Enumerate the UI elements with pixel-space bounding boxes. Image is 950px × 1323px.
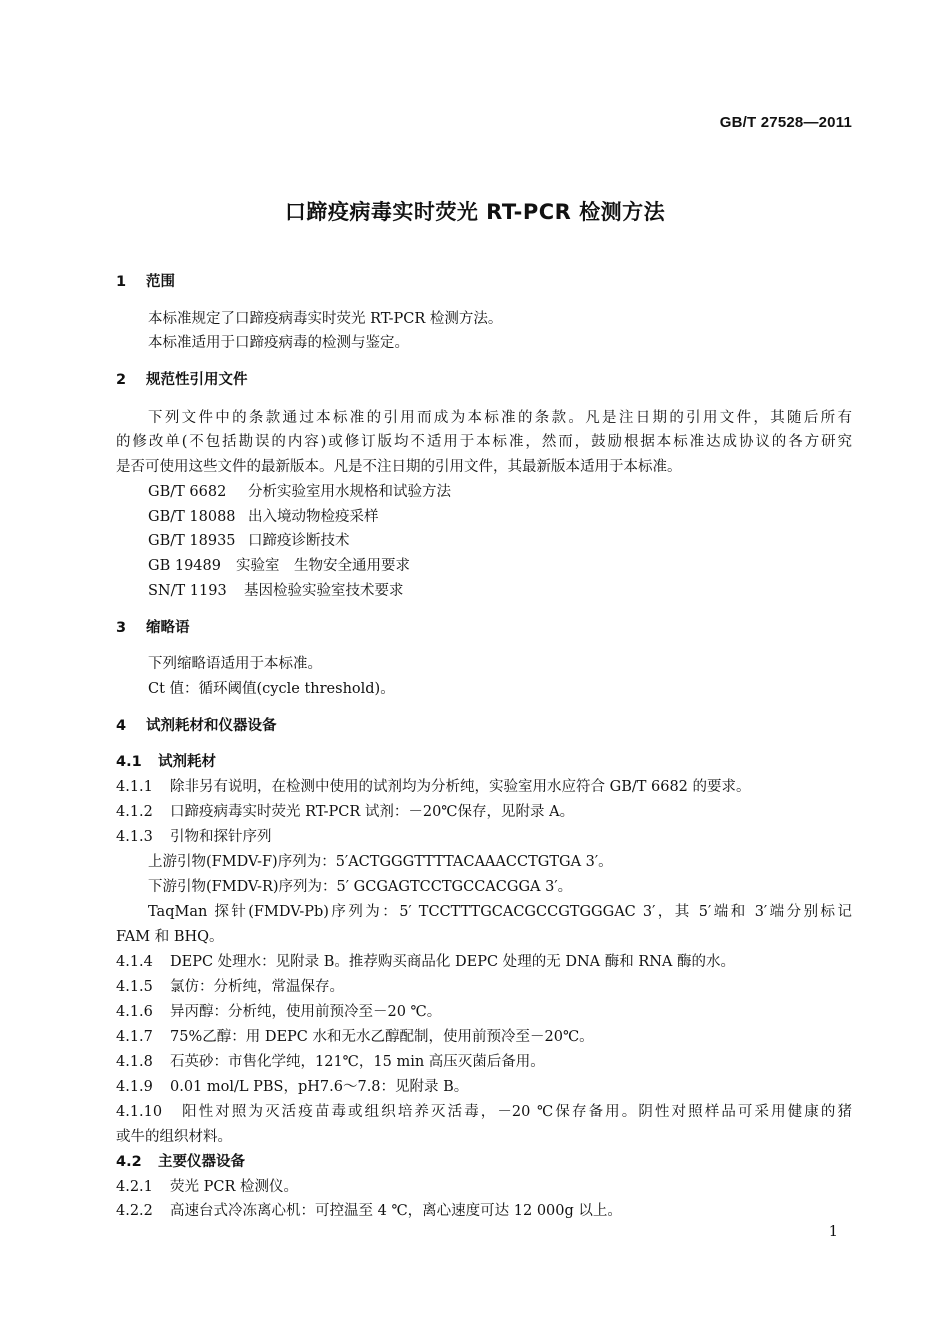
section-4-2-heading: 4.2 主要仪器设备 [116,1154,245,1170]
reverse-primer: 下游引物(FMDV-R)序列为：5′ GCGAGTCCTGCCACGGA 3′。 [148,879,573,895]
document-title: 口蹄疫病毒实时荧光 RT-PCR 检测方法 [284,200,666,224]
reference-item: GB/T 18935 口蹄疫诊断技术 [148,533,350,549]
clause-4-1-1: 4.1.1 除非另有说明，在检测中使用的试剂均为分析纯，实验室用水应符合 GB/T 6682 的要求。 [116,779,751,795]
section-4-1-heading: 4.1 试剂耗材 [116,754,216,770]
section-3-para-2: Ct 值：循环阈值(cycle threshold)。 [148,681,395,697]
section-2-intro-line-3: 是否可使用这些文件的最新版本。凡是不注日期的引用文件，其最新版本适用于本标准。 [116,459,682,475]
clause-4-1-3: 4.1.3 引物和探针序列 [116,829,272,845]
reference-item: GB/T 18088 出入境动物检疫采样 [148,509,379,525]
clause-4-1-10-line-1: 4.1.10 阳性对照为灭活疫苗毒或组织培养灭活毒，－20 ℃保存备用。阴性对照样品可采用健康的猪 [116,1104,852,1120]
section-4-heading: 4 试剂耗材和仪器设备 [116,718,277,734]
page-number: 1 [828,1224,838,1240]
clause-4-1-5: 4.1.5 氯仿：分析纯，常温保存。 [116,979,344,995]
clause-4-1-9: 4.1.9 0.01 mol/L PBS，pH7.6～7.8：见附录 B。 [116,1079,469,1095]
clause-4-2-2: 4.2.2 高速台式冷冻离心机：可控温至 4 ℃，离心速度可达 12 000g 以上。 [116,1203,622,1219]
section-1-para-2: 本标准适用于口蹄疫病毒的检测与鉴定。 [148,335,409,351]
reference-item: GB 19489 实验室 生物安全通用要求 [148,558,410,574]
clause-4-1-7: 4.1.7 75%乙醇：用 DEPC 水和无水乙醇配制，使用前预冷至－20℃。 [116,1029,594,1045]
section-1-para-1: 本标准规定了口蹄疫病毒实时荧光 RT-PCR 检测方法。 [148,311,503,327]
clause-4-1-8: 4.1.8 石英砂：市售化学纯，121℃，15 min 高压灭菌后备用。 [116,1054,545,1070]
section-3-para-1: 下列缩略语适用于本标准。 [148,656,322,672]
section-1-heading: 1 范围 [116,274,175,290]
forward-primer: 上游引物(FMDV-F)序列为：5′ACTGGGTTTTACAAACCTGTGA 3′。 [148,854,613,870]
clause-4-1-10-line-2: 或牛的组织材料。 [116,1129,232,1145]
section-2-intro-line-2: 的修改单(不包括勘误的内容)或修订版均不适用于本标准，然而，鼓励根据本标准达成协议的各方研究 [116,434,852,450]
clause-4-1-4: 4.1.4 DEPC 处理水：见附录 B。推荐购买商品化 DEPC 处理的无 DNA 酶和 RNA 酶的水。 [116,954,736,970]
section-3-heading: 3 缩略语 [116,620,190,636]
reference-item: GB/T 6682 分析实验室用水规格和试验方法 [148,484,451,500]
probe-line-1: TaqMan 探针(FMDV-Pb)序列为：5′ TCCTTTGCACGCCGTGGGAC 3′，其 5′端和 3′端分别标记 [148,904,852,920]
clause-4-1-2: 4.1.2 口蹄疫病毒实时荧光 RT-PCR 试剂：－20℃保存，见附录 A。 [116,804,575,820]
reference-item: SN/T 1193 基因检验实验室技术要求 [148,583,404,599]
clause-4-1-6: 4.1.6 异丙醇：分析纯，使用前预冷至－20 ℃。 [116,1004,442,1020]
section-2-intro-line-1: 下列文件中的条款通过本标准的引用而成为本标准的条款。凡是注日期的引用文件，其随后所有 [148,410,852,426]
clause-4-2-1: 4.2.1 荧光 PCR 检测仪。 [116,1179,298,1195]
section-2-heading: 2 规范性引用文件 [116,372,248,388]
probe-line-2: FAM 和 BHQ。 [116,929,224,945]
standard-code: GB/T 27528—2011 [719,114,852,131]
